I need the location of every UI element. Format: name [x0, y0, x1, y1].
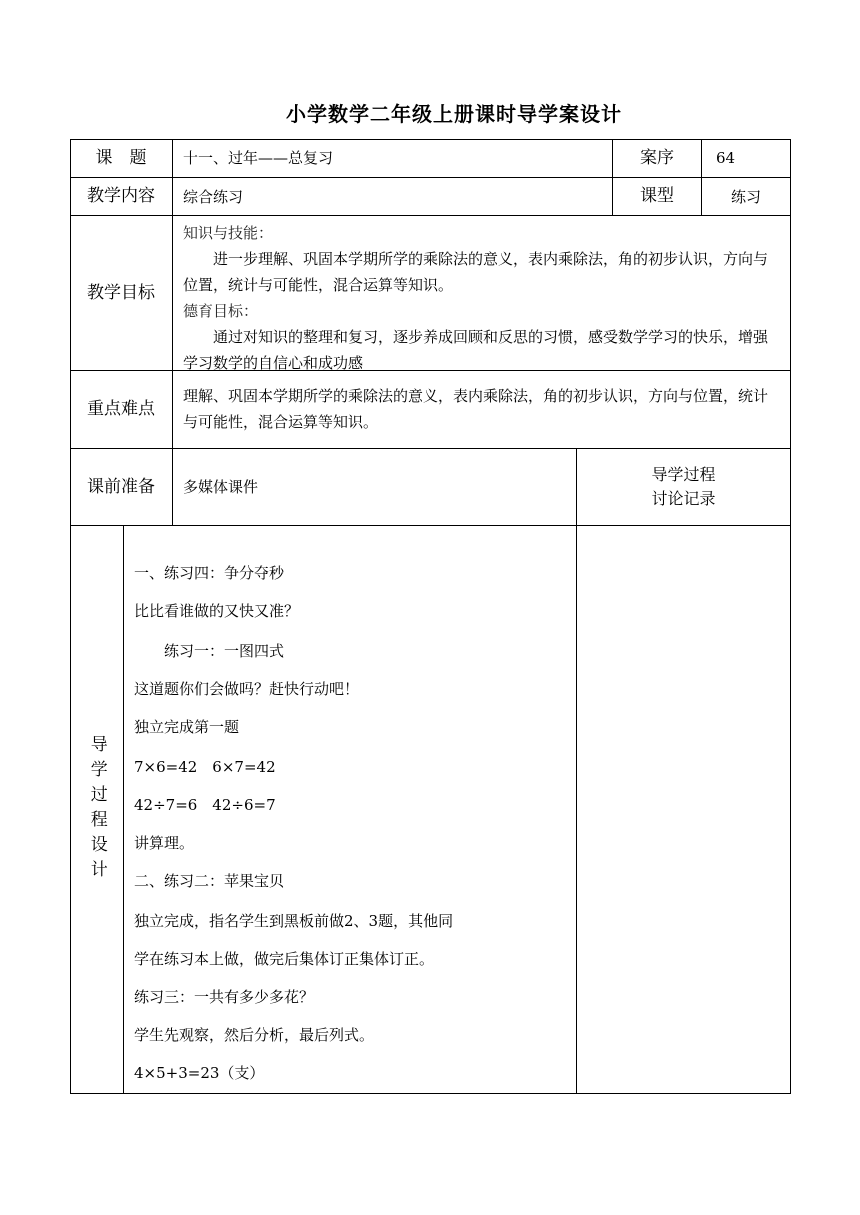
process-line: 比比看谁做的又快又准？ [134, 602, 300, 620]
process-line: 二、练习二：苹果宝贝 [134, 872, 285, 890]
notes-header [577, 449, 791, 526]
process-line: 学在练习本上做，做完后集体订正集体订正。 [134, 950, 435, 968]
process-line: 讲算理。 [134, 834, 195, 852]
knowledge-text: 进一步理解、巩固本学期所学的乘除法的意义，表内乘除法，角的初步认识，方向与位置，统计与可能性，混合运算等知识。 [183, 250, 769, 294]
keypoints-label: 重点难点 [70, 371, 173, 449]
process-line: 练习一：一图四式 [164, 642, 285, 660]
process-label [70, 526, 124, 1094]
type-label: 课型 [613, 178, 702, 216]
process-line: 7×6=42 6×7=42 [134, 758, 276, 776]
notes-header-line1: 导学过程 [651, 465, 716, 484]
process-line: 学生先观察，然后分析，最后列式。 [134, 1026, 375, 1044]
keypoints-text: 理解、巩固本学期所学的乘除法的意义，表内乘除法，角的初步认识，方向与位置，统计与可能性，混合运算等知识。 [173, 371, 791, 449]
knowledge-heading: 知识与技能： [183, 224, 274, 242]
page-title: 小学数学二年级上册课时导学案设计 [286, 102, 622, 126]
goals-content [173, 216, 791, 371]
notes-area [577, 526, 791, 1094]
process-line: 42÷7=6 42÷6=7 [134, 796, 276, 814]
prep-value: 多媒体课件 [173, 449, 577, 526]
process-label-text: 导学过程设计 [86, 734, 107, 885]
moral-heading: 德育目标： [183, 302, 259, 320]
process-line: 独立完成，指名学生到黑板前做2、3题，其他同 [134, 912, 454, 930]
notes-header-line2: 讨论记录 [651, 489, 716, 508]
content-value: 综合练习 [173, 178, 613, 216]
goals-label: 教学目标 [70, 216, 173, 371]
topic-value: 十一、过年——总复习 [173, 139, 613, 178]
process-line: 一、练习四：争分夺秒 [134, 564, 285, 582]
moral-text: 通过对知识的整理和复习，逐步养成回顾和反思的习惯，感受数学学习的快乐，增强学习数学的自信心和成功感 [183, 328, 769, 372]
topic-label: 课 题 [70, 139, 173, 178]
case-value: 64 [702, 139, 791, 178]
process-line: 4×5+3=23（支） [134, 1064, 265, 1082]
content-label: 教学内容 [70, 178, 173, 216]
prep-label: 课前准备 [70, 449, 173, 526]
process-line: 独立完成第一题 [134, 718, 240, 736]
process-line: 这道题你们会做吗？赶快行动吧！ [134, 680, 360, 698]
process-line: 练习三：一共有多少多花？ [134, 988, 315, 1006]
case-label: 案序 [613, 139, 702, 178]
type-value: 练习 [702, 178, 791, 216]
